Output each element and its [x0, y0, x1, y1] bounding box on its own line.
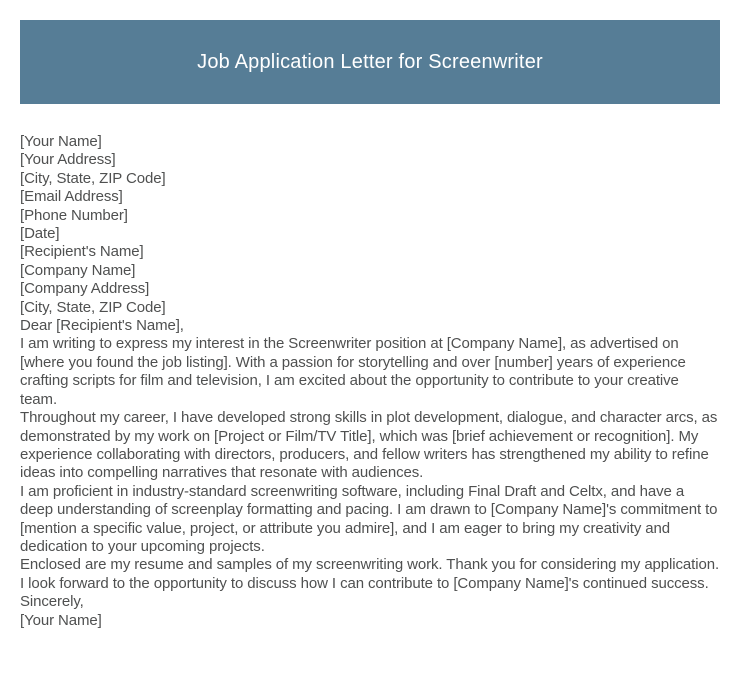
letter-body: [20, 133, 719, 630]
letter-line: [City, State, ZIP Code]: [20, 298, 166, 316]
letter-line: I am writing to express my interest in the Screenwriter position at [Company Name], as advertised on [where you found the job listing]. With a passion for storytelling and over [number] years of experience crafting scripts for film and television, I am excited about the opportunity to contribute to your creative team.: [20, 335, 686, 408]
letter-line: [Your Name]: [20, 611, 102, 629]
letter-line: Enclosed are my resume and samples of my screenwriting work. Thank you for considering my application. I look forward to the opportunity to discuss how I can contribute to [Company Name]'s continued success.: [20, 556, 720, 592]
letter-line: [Recipient's Name]: [20, 243, 144, 261]
letter-line: [Company Name]: [20, 261, 136, 279]
title-banner: [20, 20, 720, 104]
letter-line: [Date]: [20, 225, 60, 243]
letter-line: [Company Address]: [20, 280, 150, 298]
letter-line: Sincerely,: [20, 593, 84, 611]
letter-line: [Phone Number]: [20, 206, 128, 224]
letter-line: Dear [Recipient's Name],: [20, 317, 184, 335]
letter-line: [Your Address]: [20, 151, 116, 169]
page-title: Job Application Letter for Screenwriter: [197, 50, 543, 73]
letter-line: [Email Address]: [20, 188, 123, 206]
letter-line: Throughout my career, I have developed strong skills in plot development, dialogue, and character arcs, as demonstrated by my work on [Project or Film/TV Title], which was [brief achievement or recognition]. My experience collaborating with directors, producers, and fellow writers has strengthened my ability to refine ideas into compelling narratives that resonate with audiences.: [20, 409, 718, 482]
letter-line: [Your Name]: [20, 133, 102, 150]
letter-line: I am proficient in industry-standard screenwriting software, including Final Draft and Celtx, and have a deep understanding of screenplay formatting and pacing. I am drawn to [Company Name]'s commitment to [mention a specific value, project, or attribute you admire], and I am eager to bring my creativity and dedication to your upcoming projects.: [20, 482, 718, 555]
letter-line: [City, State, ZIP Code]: [20, 169, 166, 187]
